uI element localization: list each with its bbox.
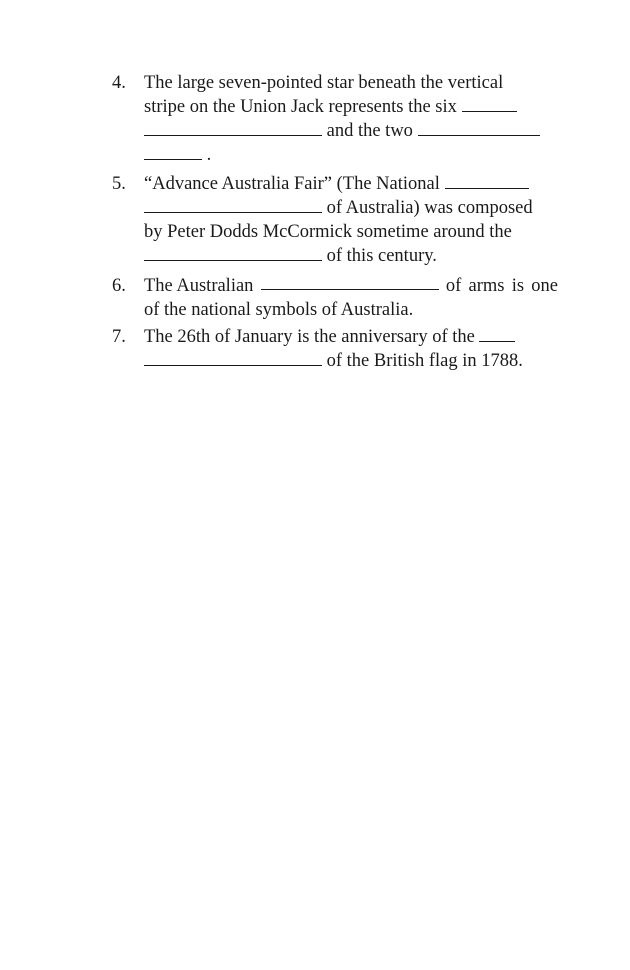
- question-text: of Australia) was composed: [326, 198, 533, 218]
- question-text-line: [144, 120, 540, 143]
- answer-blank[interactable]: [144, 121, 322, 136]
- question-number: 5.: [112, 174, 126, 194]
- question-text-line: [144, 350, 523, 373]
- question-number: 6.: [112, 276, 126, 296]
- question-text-line: The large seven-pointed star beneath the vertical: [144, 73, 504, 93]
- question-7: [112, 326, 560, 376]
- question-text: “Advance Australia Fair” (The National: [144, 174, 440, 194]
- question-text-line: [144, 326, 515, 349]
- question-text: one: [531, 276, 558, 296]
- answer-blank[interactable]: [479, 327, 515, 342]
- question-text-line: of the national symbols of Australia.: [144, 300, 414, 320]
- answer-blank[interactable]: [445, 174, 529, 189]
- question-text-line: [144, 245, 437, 268]
- question-text: of: [445, 276, 462, 296]
- answer-blank[interactable]: [144, 198, 322, 213]
- answer-blank[interactable]: [144, 351, 322, 366]
- question-text-line: [144, 173, 529, 196]
- question-text-line: [144, 96, 517, 119]
- question-text: arms: [468, 276, 505, 296]
- question-text: of the British flag in 1788.: [326, 351, 523, 371]
- question-text: The Australian: [144, 276, 254, 296]
- question-text-line: [144, 144, 211, 167]
- question-text: The 26th of January is the anniversary of the: [144, 327, 475, 347]
- question-text-line: [144, 197, 533, 220]
- question-text-line: [144, 275, 558, 298]
- answer-blank[interactable]: [144, 246, 322, 261]
- question-text: and the two: [326, 121, 413, 141]
- question-text: .: [206, 145, 212, 165]
- answer-blank[interactable]: [144, 145, 202, 160]
- question-text: stripe on the Union Jack represents the six: [144, 97, 457, 117]
- question-5: [112, 173, 560, 273]
- question-number: 4.: [112, 73, 126, 93]
- answer-blank[interactable]: [418, 121, 540, 136]
- question-text-line: by Peter Dodds McCormick sometime around the: [144, 222, 512, 242]
- question-text: is: [511, 276, 525, 296]
- answer-blank[interactable]: [462, 97, 517, 112]
- question-text: of this century.: [326, 246, 437, 266]
- answer-blank[interactable]: [261, 275, 439, 290]
- question-4: [112, 72, 560, 172]
- question-number: 7.: [112, 327, 126, 347]
- question-6: [112, 275, 560, 325]
